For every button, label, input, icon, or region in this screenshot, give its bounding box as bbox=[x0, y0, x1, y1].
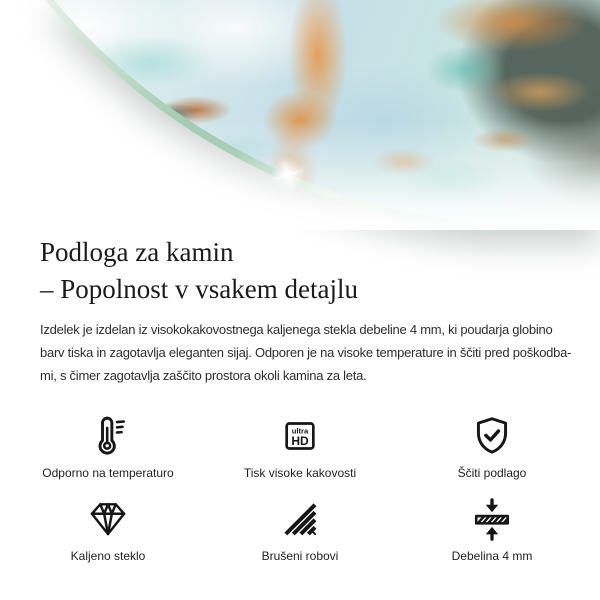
feature-label: Ščiti podlago bbox=[457, 466, 527, 480]
feature-beveled-edges bbox=[204, 496, 396, 563]
feature-label: Brušeni robovi bbox=[261, 549, 339, 563]
feature-label: Odporno na temperaturo bbox=[42, 466, 174, 480]
feature-label: Debelina 4 mm bbox=[451, 549, 533, 563]
feature-label: Tisk visoke kakovosti bbox=[243, 466, 357, 480]
ultra-hd-badge-bottom: HD bbox=[291, 434, 309, 448]
feature-thickness bbox=[396, 496, 588, 563]
intro-line: barv tiska in zagotavlja eleganten sijaj. Odporen je na visoke temperature in ščiti pred poškodba- bbox=[40, 345, 572, 360]
beveled-edges-icon bbox=[280, 496, 320, 542]
feature-label: Kaljeno steklo bbox=[70, 549, 146, 563]
diamond-icon bbox=[87, 496, 129, 542]
feature-print-quality bbox=[204, 413, 396, 480]
intro-paragraph bbox=[0, 318, 600, 387]
intro-line: Izdelek je izdelan iz visokokakovostnega kaljenega stekla debeline 4 mm, ki poudarja globino bbox=[40, 322, 553, 337]
feature-temperature bbox=[12, 413, 204, 480]
product-photo-round-glass-mat bbox=[0, 0, 600, 230]
page-title bbox=[0, 230, 600, 308]
page-title-line2: – Popolnost v vsakem detajlu bbox=[40, 274, 358, 304]
feature-grid bbox=[0, 413, 600, 563]
thickness-icon bbox=[470, 496, 514, 542]
marble-print-surface bbox=[0, 0, 600, 230]
glass-disc bbox=[0, 0, 600, 230]
feature-protects-floor bbox=[396, 413, 588, 480]
intro-line: mi, s čimer zagotavlja zaščito prostora okoli kamina za leta. bbox=[40, 368, 367, 383]
ultra-hd-badge-top: ultra bbox=[291, 426, 309, 436]
page-title-line1: Podloga za kamin bbox=[40, 237, 234, 267]
feature-tempered-glass bbox=[12, 496, 204, 563]
ultra-hd-icon bbox=[280, 413, 320, 459]
thermometer-icon bbox=[86, 413, 130, 459]
shield-check-icon bbox=[470, 413, 514, 459]
